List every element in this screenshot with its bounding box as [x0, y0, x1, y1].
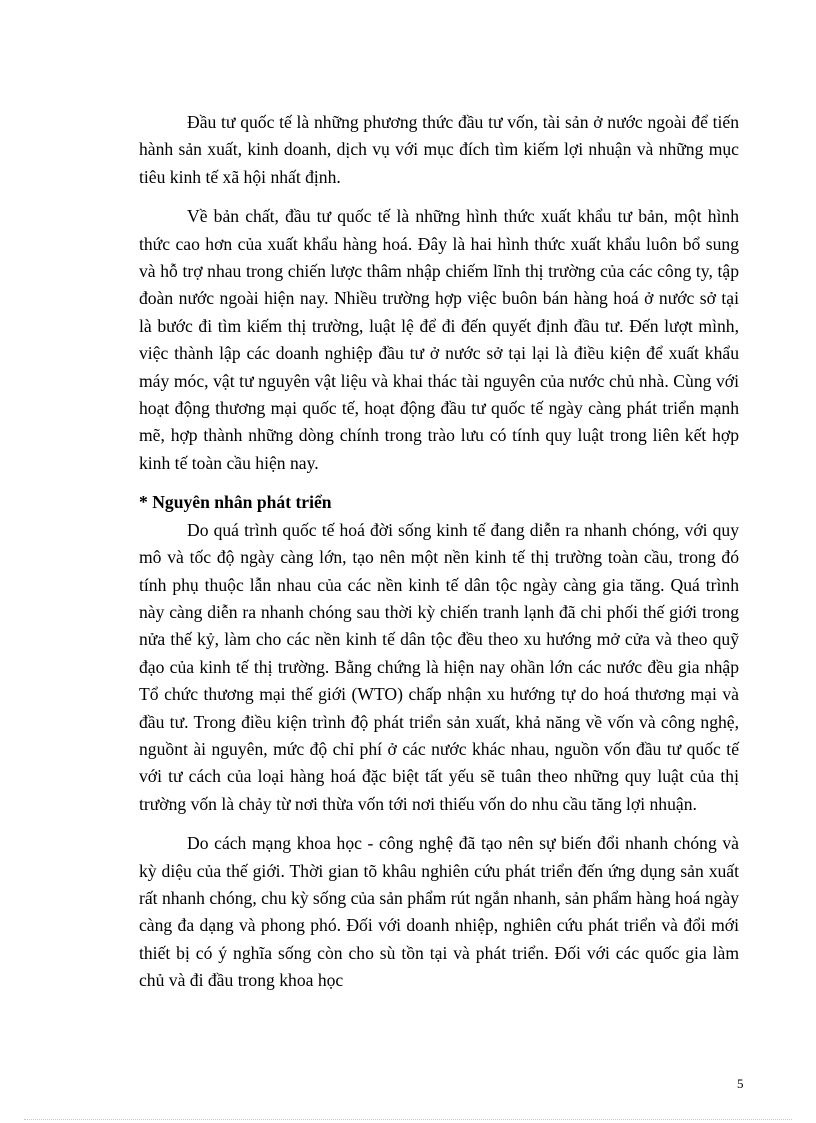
- paragraph-nature: Về bản chất, đầu tư quốc tế là những hình thức xuất khẩu tư bản, một hình thức cao hơn của xuất khẩu hàng hoá. Đây là hai hình thức xuất khẩu luôn bổ sung và hỗ trợ nhau trong chiến lược thâm nhập chiếm lĩnh thị trường của các công ty, tập đoàn nước ngoài hiện nay. Nhiều trường hợp việc buôn bán hàng hoá ở nước sở tại là bước đi tìm kiếm thị trường, luật lệ để đi đến quyết định đầu tư. Đến lượt mình, việc thành lập các doanh nghiệp đầu tư ở nước sở tại lại là điều kiện để xuất khẩu máy móc, vật tư nguyên vật liệu và khai thác tài nguyên của nước chủ nhà. Cùng với hoạt động thương mại quốc tế, hoạt động đầu tư quốc tế ngày càng phát triển mạnh mẽ, hợp thành những dòng chính trong trào lưu có tính quy luật trong liên kết hợp kinh tế toàn cầu hiện nay.: [139, 206, 739, 473]
- page-break-divider: [24, 1119, 792, 1120]
- paragraph-definition: Đầu tư quốc tế là những phương thức đầu tư vốn, tài sản ở nước ngoài để tiến hành sản xuất, kinh doanh, dịch vụ với mục đích tìm kiếm lợi nhuận và những mục tiêu kinh tế xã hội nhất định.: [139, 112, 739, 187]
- section-heading: * Nguyên nhân phát triển: [139, 492, 332, 513]
- paragraph-cause-globalization: Do quá trình quốc tế hoá đời sống kinh tế đang diễn ra nhanh chóng, với quy mô và tốc độ ngày càng lớn, tạo nên một nền kinh tế thị trường toàn cầu, trong đó tính phụ thuộc lẫn nhau của các nền kinh tế dân tộc ngày càng gia tăng. Quá trình này càng diễn ra nhanh chóng sau thời kỳ chiến tranh lạnh đã chi phối thế giới trong nửa thế kỷ, làm cho các nền kinh tế dân tộc đều theo xu hướng mở cửa và theo quỹ đạo của kinh tế thị trường. Bằng chứng là hiện nay ohần lớn các nước đều gia nhập Tổ chức thương mại thế giới (WTO) chấp nhận xu hướng tự do hoá thương mại và đầu tư. Trong điều kiện trình độ phát triển sản xuất, khả năng về vốn và công nghệ, nguồnt ài nguyên, mức độ chỉ phí ở các nước khác nhau, nguồn vốn đầu tư quốc tế với tư cách của loại hàng hoá đặc biệt tất yếu sẽ tuân theo những quy luật của thị trường vốn là chảy từ nơi thừa vốn tới nơi thiếu vốn do nhu cầu tăng lợi nhuận.: [139, 519, 739, 814]
- paragraph-cause-technology: Do cách mạng khoa học - công nghệ đã tạo nên sự biến đổi nhanh chóng và kỳ diệu của thế giới. Thời gian tõ khâu nghiên cứu phát triển đến ứng dụng sản xuất rất nhanh chóng, chu kỳ sống của sản phẩm rút ngắn nhanh, sản phẩm hàng hoá ngày càng đa dạng và phong phó. Đối với doanh nhiệp, nghiên cứu phát triển và đổi mới thiết bị có ý nghĩa sống còn cho sù tồn tại và phát triển. Đối với các quốc gia làm chủ và đi đầu trong khoa học: [139, 833, 739, 991]
- page-number: 5: [737, 1076, 744, 1091]
- page-content: [139, 109, 739, 995]
